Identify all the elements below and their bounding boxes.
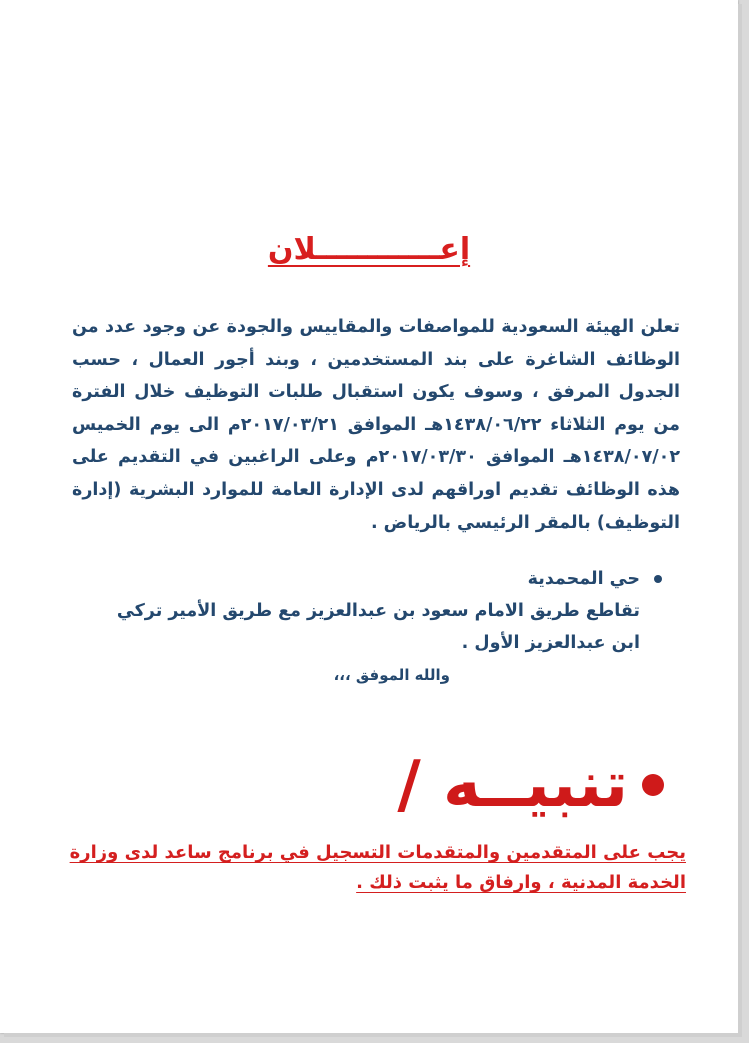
address-block <box>80 563 680 659</box>
notice-bullet-icon <box>642 774 664 796</box>
address-district: حي المحمدية <box>527 569 640 589</box>
announcement-title: إعــــــــــــلان <box>267 232 471 267</box>
address-line-2: ابن عبدالعزيز الأول . <box>461 633 640 653</box>
notice-heading-text: تنبيــه / <box>397 748 628 822</box>
notice-text: يجب على المتقدمين والمتقدمات التسجيل في برنامج ساعد لدى وزارة الخدمة المدنية ، وارفاق ما يثبت ذلك . <box>69 842 686 893</box>
address-line-1: تقاطع طريق الامام سعود بن عبدالعزيز مع طريق الأمير تركي <box>116 601 640 621</box>
announcement-body: تعلن الهيئة السعودية للمواصفات والمقاييس والجودة عن وجود عدد من الوظائف الشاغرة على بند المستخدمين ، وبند أجور العمال ، حسب الجدول المرفق ، وسوف يكون استقبال طلبات التوظيف خلال الفترة من يوم الثلاثاء ١٤٣٨/٠٦/٢٢هـ الموافق ٢٠١٧/٠٣/٢١م الى يوم الخميس ١٤٣٨/٠٧/٠٢هـ الموافق ٢٠١٧/٠٣/٣٠م وعلى الراغبين في التقديم على هذه الوظائف تقديم اوراقهم لدى الإدارة العامة للموارد البشرية (إدارة التوظيف) بالمقر الرئيسي بالرياض . <box>72 317 680 533</box>
closing-text: والله الموفق ،،، <box>333 666 450 684</box>
address-bullet-item <box>80 563 680 595</box>
bullet-dot-icon <box>654 575 662 583</box>
notice-heading <box>397 740 664 830</box>
